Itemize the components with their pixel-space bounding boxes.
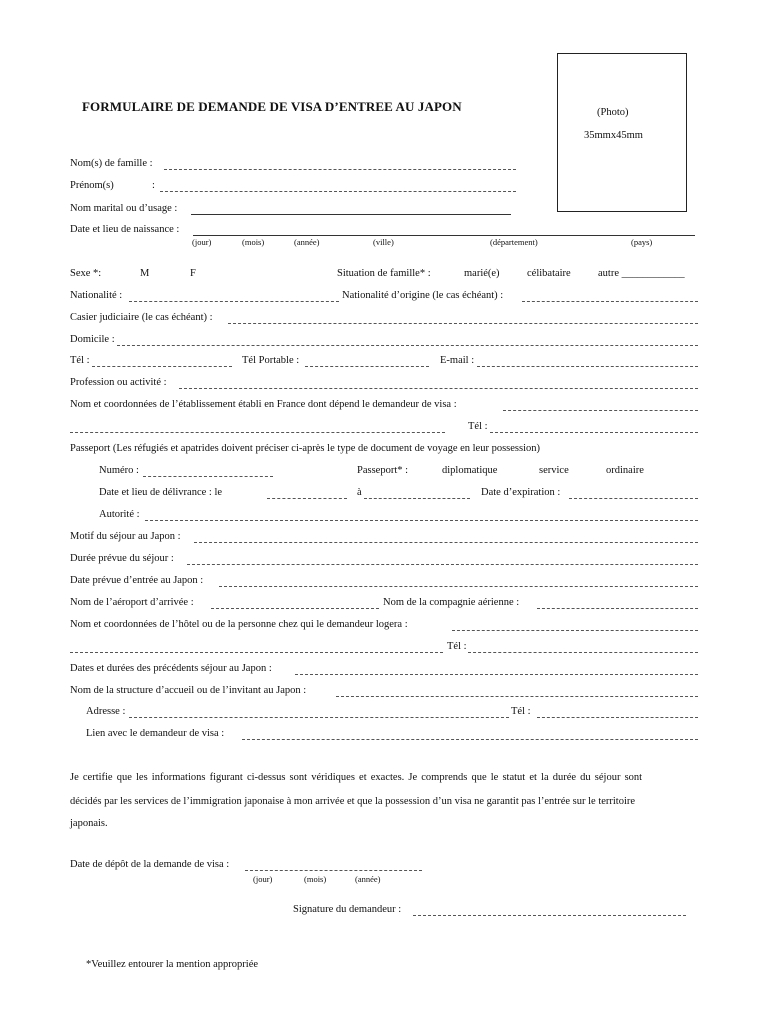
passport-expiry-field[interactable] bbox=[569, 498, 698, 499]
host-address-label: Adresse : bbox=[86, 706, 126, 717]
nationality-field[interactable] bbox=[129, 301, 339, 302]
tel-label: Tél : bbox=[70, 355, 90, 366]
relation-field[interactable] bbox=[242, 739, 698, 740]
sex-option-m[interactable]: M bbox=[140, 268, 150, 279]
birth-sub-year: (année) bbox=[294, 237, 320, 247]
hotel-field[interactable] bbox=[452, 630, 698, 631]
family-status-other[interactable]: autre ____________ bbox=[598, 268, 685, 279]
host-tel-label: Tél : bbox=[511, 706, 531, 717]
family-name-field[interactable] bbox=[164, 169, 516, 170]
hotel-field-line2[interactable] bbox=[70, 652, 443, 653]
birth-sub-department: (département) bbox=[490, 237, 538, 247]
passport-type-ordinary[interactable]: ordinaire bbox=[606, 465, 644, 476]
birth-field[interactable] bbox=[193, 235, 695, 236]
photo-size: 35mmx45mm bbox=[584, 130, 643, 141]
sex-label: Sexe *: bbox=[70, 268, 102, 279]
passport-heading: Passeport (Les réfugiés et apatrides doivent préciser ci-après le type de document de voyage en leur possession) bbox=[70, 443, 541, 454]
passport-issue-label: Date et lieu de délivrance : le bbox=[99, 487, 223, 498]
passport-type-diplomatic[interactable]: diplomatique bbox=[442, 465, 498, 476]
duration-label: Durée prévue du séjour : bbox=[70, 553, 174, 564]
signature-field[interactable] bbox=[413, 915, 686, 916]
airline-label: Nom de la compagnie aérienne : bbox=[383, 597, 520, 608]
employer-field[interactable] bbox=[503, 410, 698, 411]
passport-issue-date-field[interactable] bbox=[267, 498, 347, 499]
tel-field[interactable] bbox=[92, 366, 232, 367]
form-title: FORMULAIRE DE DEMANDE DE VISA D’ENTREE AU JAPON bbox=[82, 99, 462, 114]
mobile-label: Tél Portable : bbox=[242, 355, 300, 366]
passport-issue-at-label: à bbox=[357, 487, 362, 498]
passport-number-field[interactable] bbox=[143, 476, 273, 477]
previous-stays-field[interactable] bbox=[295, 674, 698, 675]
family-status-married[interactable]: marié(e) bbox=[464, 268, 500, 279]
birth-sub-month: (mois) bbox=[242, 237, 265, 247]
first-names-field[interactable] bbox=[160, 191, 516, 192]
airport-label: Nom de l’aéroport d’arrivée : bbox=[70, 597, 194, 608]
family-status-single[interactable]: célibataire bbox=[527, 268, 571, 279]
host-label: Nom de la structure d’accueil ou de l’invitant au Japon : bbox=[70, 685, 307, 696]
birth-sub-city: (ville) bbox=[373, 237, 394, 247]
entry-date-label: Date prévue d’entrée au Japon : bbox=[70, 575, 204, 586]
profession-field[interactable] bbox=[179, 388, 698, 389]
filing-date-sub-year: (année) bbox=[355, 874, 381, 884]
address-label: Domicile : bbox=[70, 334, 115, 345]
passport-number-label: Numéro : bbox=[99, 465, 139, 476]
employer-label: Nom et coordonnées de l’établissement établi en France dont dépend le demandeur de visa : bbox=[70, 399, 457, 410]
birth-sub-day: (jour) bbox=[192, 237, 212, 247]
first-names-colon: : bbox=[152, 180, 155, 191]
hotel-tel-field[interactable] bbox=[468, 652, 698, 653]
previous-stays-label: Dates et durées des précédents séjour au Japon : bbox=[70, 663, 272, 674]
employer-field-line2[interactable] bbox=[70, 432, 445, 433]
criminal-record-field[interactable] bbox=[228, 323, 698, 324]
birth-sub-country: (pays) bbox=[631, 237, 653, 247]
family-name-label: Nom(s) de famille : bbox=[70, 158, 153, 169]
airport-field[interactable] bbox=[211, 608, 379, 609]
sex-option-f[interactable]: F bbox=[190, 268, 196, 279]
hotel-label: Nom et coordonnées de l’hôtel ou de la personne chez qui le demandeur logera : bbox=[70, 619, 408, 630]
host-address-field[interactable] bbox=[129, 717, 509, 718]
hotel-tel-label: Tél : bbox=[447, 641, 467, 652]
purpose-label: Motif du séjour au Japon : bbox=[70, 531, 181, 542]
email-field[interactable] bbox=[477, 366, 698, 367]
filing-date-sub-day: (jour) bbox=[253, 874, 273, 884]
filing-date-field[interactable] bbox=[245, 870, 422, 871]
purpose-field[interactable] bbox=[194, 542, 698, 543]
relation-label: Lien avec le demandeur de visa : bbox=[86, 728, 225, 739]
married-name-field[interactable] bbox=[191, 214, 511, 215]
airline-field[interactable] bbox=[537, 608, 698, 609]
first-names-label: Prénom(s) bbox=[70, 180, 114, 191]
certification-line-1: Je certifie que les informations figurant ci-dessus sont véridiques et exactes. Je comprends que le statut et la durée du séjour sont bbox=[70, 772, 643, 783]
passport-authority-label: Autorité : bbox=[99, 509, 140, 520]
certification-line-2: décidés par les services de l’immigration japonaise à mon arrivée et que la possession d’un visa ne garantit pas l’entrée sur le territoire bbox=[70, 796, 636, 807]
filing-date-label: Date de dépôt de la demande de visa : bbox=[70, 859, 230, 870]
nationality-origin-label: Nationalité d’origine (le cas échéant) : bbox=[342, 290, 504, 301]
employer-tel-field[interactable] bbox=[490, 432, 698, 433]
profession-label: Profession ou activité : bbox=[70, 377, 167, 388]
nationality-origin-field[interactable] bbox=[522, 301, 698, 302]
mobile-field[interactable] bbox=[305, 366, 429, 367]
filing-date-sub-month: (mois) bbox=[304, 874, 327, 884]
signature-label: Signature du demandeur : bbox=[293, 904, 402, 915]
family-status-label: Situation de famille* : bbox=[337, 268, 431, 279]
duration-field[interactable] bbox=[187, 564, 698, 565]
passport-authority-field[interactable] bbox=[145, 520, 698, 521]
host-field[interactable] bbox=[336, 696, 698, 697]
email-label: E-mail : bbox=[440, 355, 475, 366]
passport-type-service[interactable]: service bbox=[539, 465, 569, 476]
entry-date-field[interactable] bbox=[219, 586, 698, 587]
certification-line-3: japonais. bbox=[70, 818, 108, 829]
host-tel-field[interactable] bbox=[537, 717, 698, 718]
address-field[interactable] bbox=[117, 345, 698, 346]
married-name-label: Nom marital ou d’usage : bbox=[70, 203, 178, 214]
criminal-record-label: Casier judiciaire (le cas échéant) : bbox=[70, 312, 213, 323]
photo-label: (Photo) bbox=[597, 107, 629, 118]
birth-label: Date et lieu de naissance : bbox=[70, 224, 180, 235]
passport-type-label: Passeport* : bbox=[357, 465, 409, 476]
passport-issue-place-field[interactable] bbox=[364, 498, 470, 499]
footnote: *Veuillez entourer la mention appropriée bbox=[86, 959, 259, 970]
passport-expiry-label: Date d’expiration : bbox=[481, 487, 561, 498]
nationality-label: Nationalité : bbox=[70, 290, 123, 301]
employer-tel-label: Tél : bbox=[468, 421, 488, 432]
